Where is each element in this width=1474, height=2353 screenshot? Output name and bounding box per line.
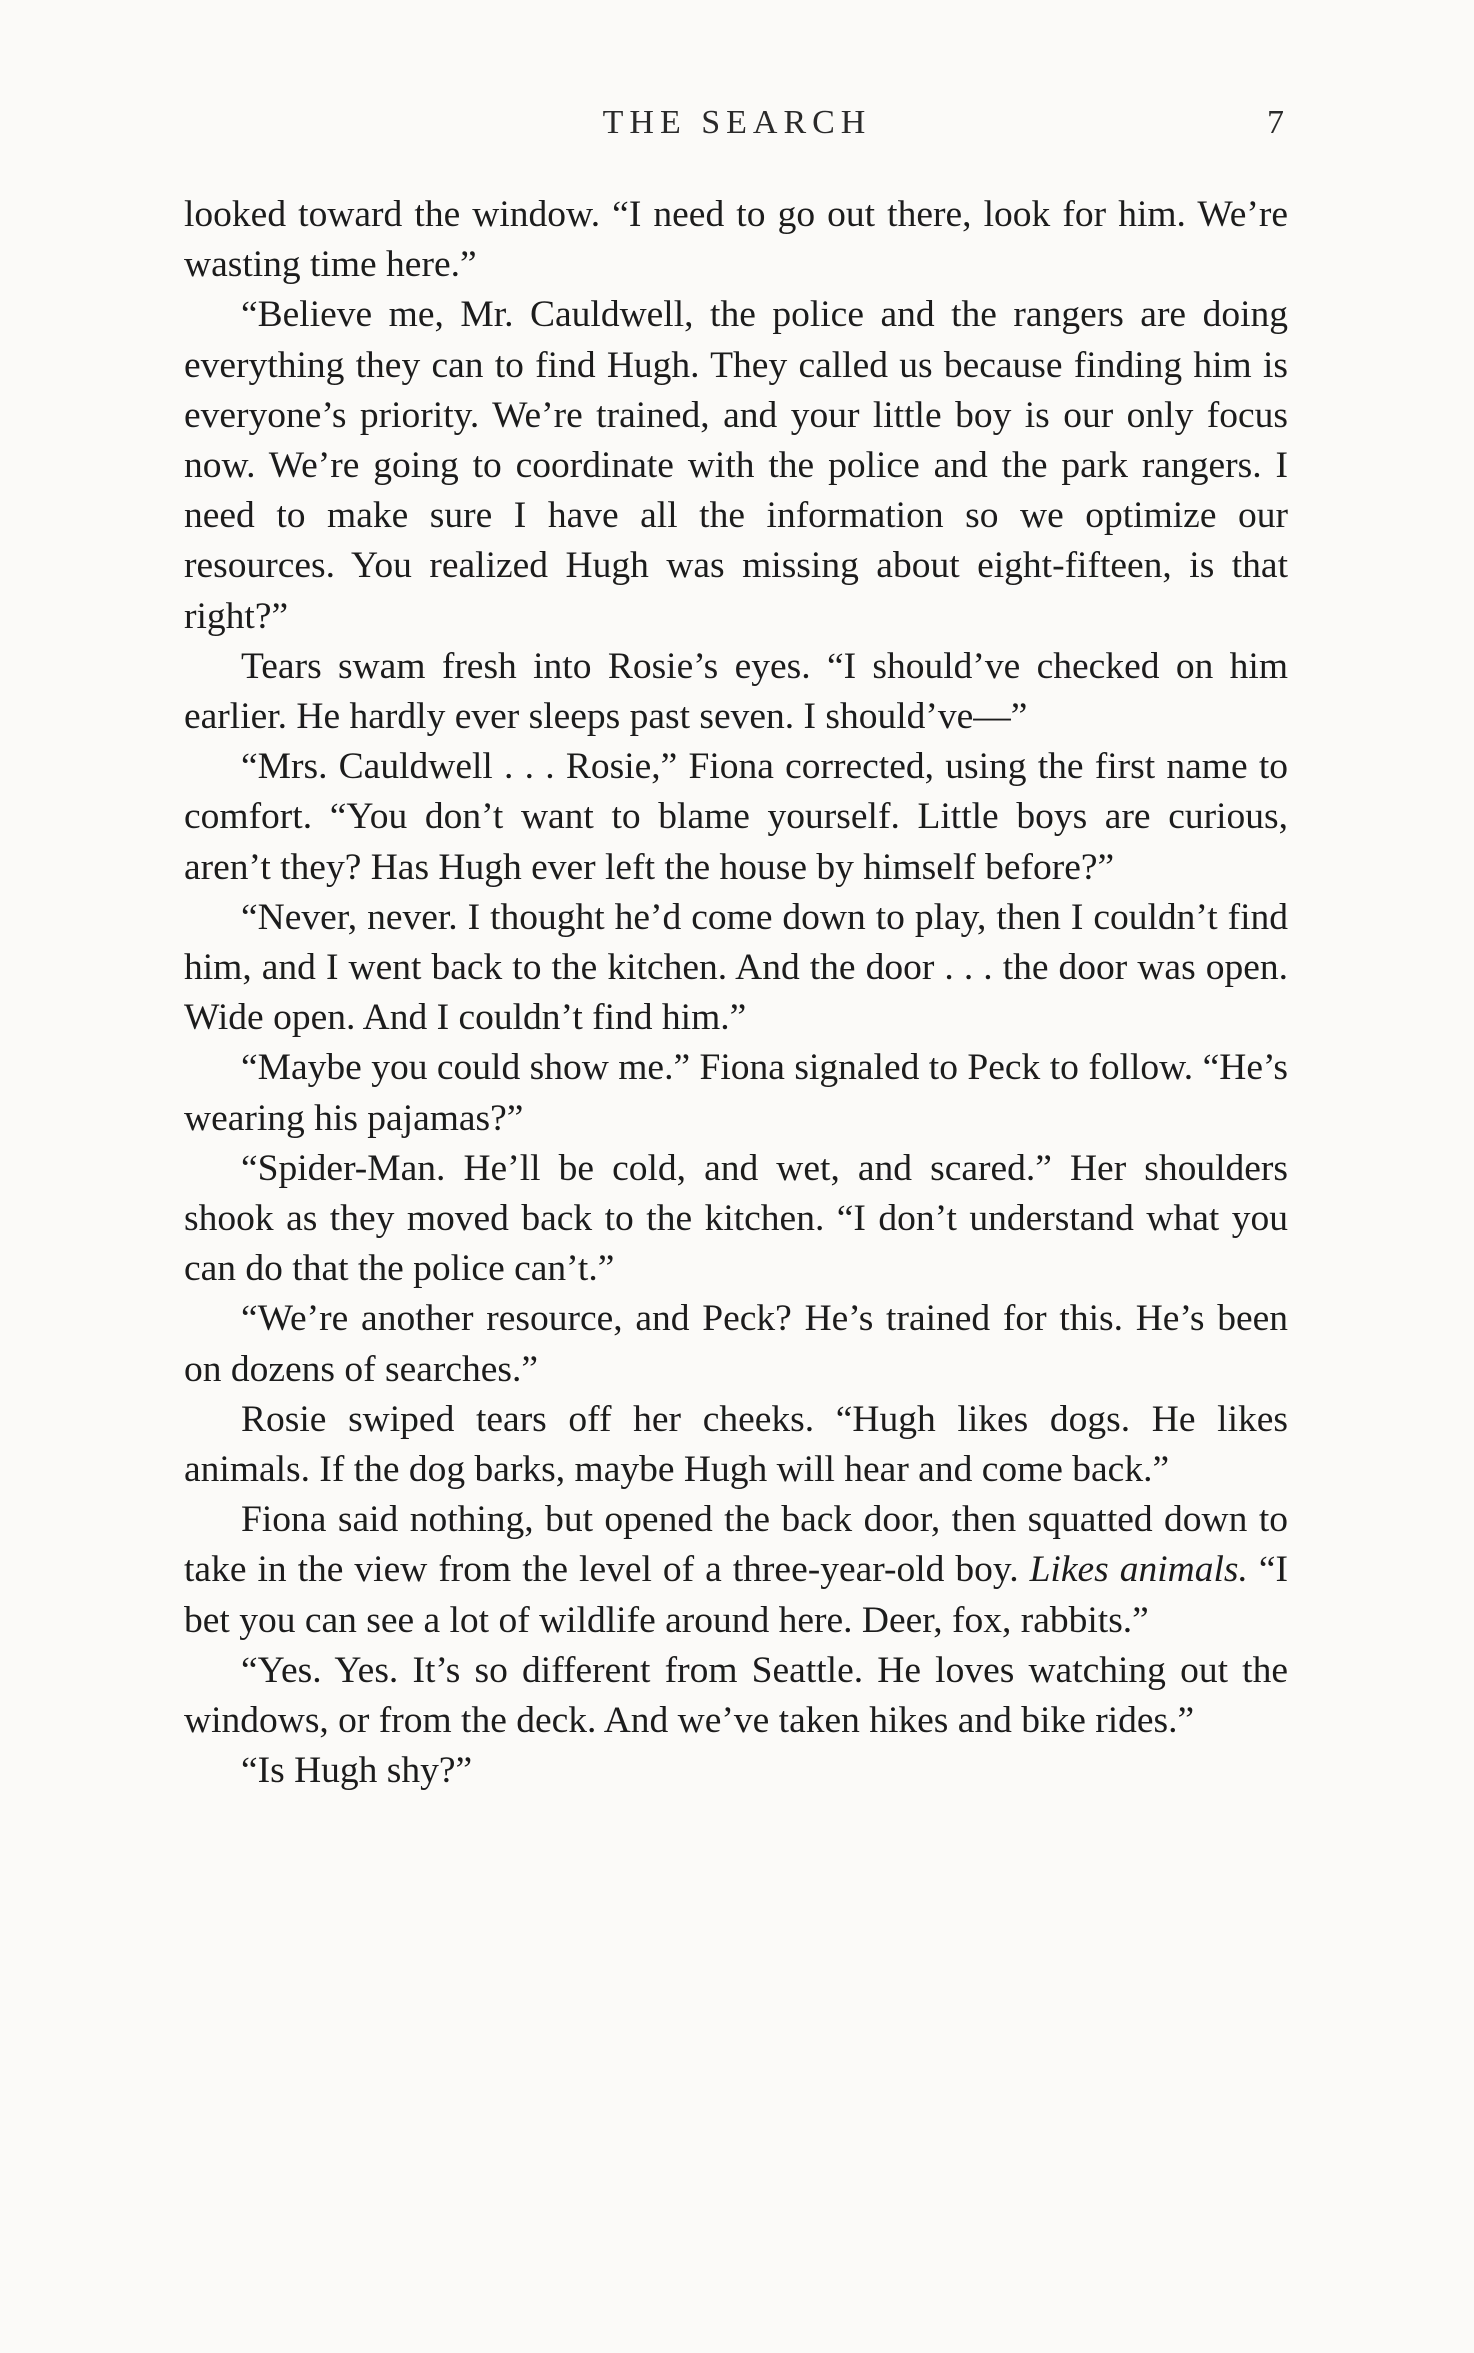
- paragraph: “Never, never. I thought he’d come down to play, then I couldn’t find him, and I went back to the kitchen. And the door . . . the door was open. Wide open. And I couldn’t find him.”: [184, 896, 1288, 1039]
- paragraph: “Maybe you could show me.” Fiona signaled to Peck to follow. “He’s wearing his pajamas?”: [184, 1047, 1288, 1139]
- italic-thought: Likes animals.: [1029, 1549, 1248, 1591]
- text-body: [184, 190, 1288, 1797]
- paragraph: “Spider-Man. He’ll be cold, and wet, and scared.” Her shoulders shook as they moved back to the kitchen. “I don’t understand what you can do that the police can’t.”: [184, 1147, 1288, 1290]
- paragraph-with-italic: [184, 1495, 1288, 1646]
- paragraph-continued: looked toward the window. “I need to go out there, look for him. We’re wasting time here.”: [184, 194, 1288, 286]
- paragraph: Rosie swiped tears off her cheeks. “Hugh likes dogs. He likes animals. If the dog barks, maybe Hugh will hear and come back.”: [184, 1398, 1288, 1491]
- paragraph: “Mrs. Cauldwell . . . Rosie,” Fiona corrected, using the first name to comfort. “You don’t want to blame yourself. Little boys are curious, aren’t they? Has Hugh ever left the house by himself before?”: [184, 746, 1288, 888]
- paragraph: “We’re another resource, and Peck? He’s trained for this. He’s been on dozens of searches.”: [184, 1298, 1288, 1390]
- running-head: [0, 98, 1474, 148]
- paragraph-text: Fiona said nothing, but opened the back door, then squatted down to take in the view from the level of a three-year-old boy.: [184, 1499, 1288, 1591]
- paragraph: Tears swam fresh into Rosie’s eyes. “I should’ve checked on him earlier. He hardly ever sleeps past seven. I should’ve—”: [184, 645, 1288, 738]
- paragraph: “Believe me, Mr. Cauldwell, the police and the rangers are doing everything they can to find Hugh. They called us because finding him is everyone’s priority. We’re trained, and your little boy is our only focus now. We’re going to coordinate with the police and the park rangers. I need to make sure I have all the information so we optimize our resources. You realized Hugh was missing about eight-fifteen, is that right?”: [184, 294, 1288, 637]
- paragraph-text: “I bet you can see a lot of wildlife around here. Deer, fox, rabbits.”: [184, 1549, 1289, 1641]
- running-title: THE SEARCH: [602, 104, 872, 141]
- paragraph: “Is Hugh shy?”: [241, 1750, 473, 1792]
- page-number: 7: [1267, 104, 1284, 141]
- paragraph: “Yes. Yes. It’s so different from Seattle. He loves watching out the windows, or from the deck. And we’ve taken hikes and bike rides.”: [184, 1649, 1288, 1742]
